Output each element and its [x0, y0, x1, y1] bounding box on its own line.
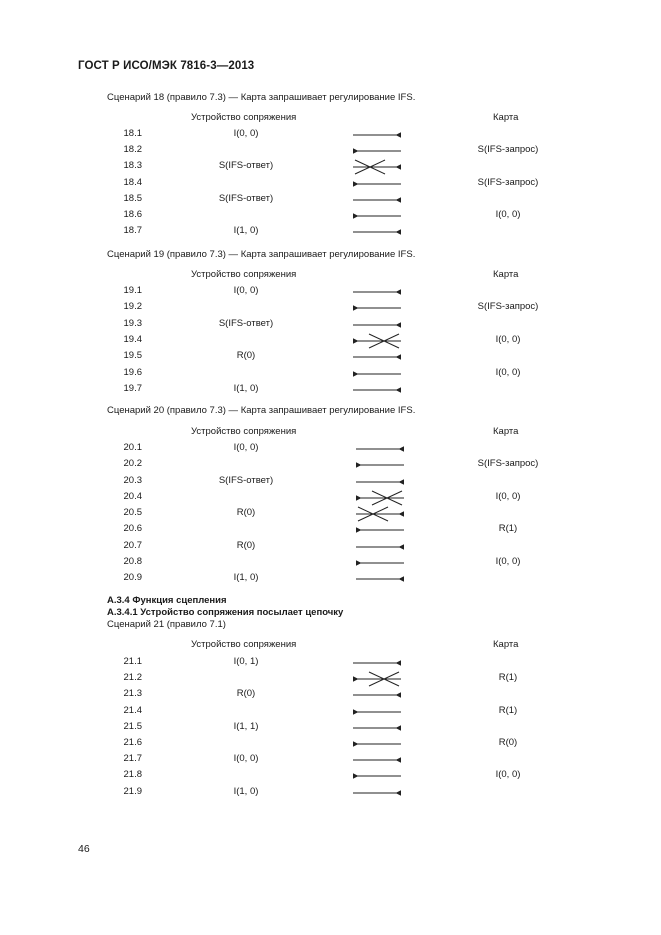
card-column-header: Карта	[493, 426, 519, 437]
step-row	[0, 704, 661, 720]
arrow-left-icon	[348, 366, 408, 382]
step-row	[0, 752, 661, 768]
step-number: 21.6	[123, 737, 142, 748]
step-row	[0, 736, 661, 752]
step-number: 20.3	[123, 474, 142, 486]
arrow-left-icon	[348, 333, 408, 349]
section-heading: A.3.4 Функция сцепления	[107, 595, 227, 606]
card-block: I(0, 0)	[495, 490, 521, 502]
step-number: 19.3	[123, 317, 142, 329]
device-column-header: Устройство сопряжения	[191, 112, 297, 123]
step-number: 18.3	[123, 160, 142, 172]
step-row	[0, 333, 661, 349]
scenario-21-title: Сценарий 21 (правило 7.1)	[107, 619, 226, 630]
subsection-heading: A.3.4.1 Устройство сопряжения посылает цепочку	[107, 607, 344, 618]
arrow-left-icon	[348, 143, 408, 159]
step-number: 20.4	[123, 490, 142, 502]
step-row	[0, 382, 661, 398]
step-number: 19.6	[123, 366, 142, 378]
arrow-right-icon	[348, 785, 408, 801]
step-number: 20.8	[123, 555, 142, 567]
step-row	[0, 192, 661, 208]
step-number: 20.9	[123, 572, 142, 583]
step-row	[0, 457, 661, 473]
step-row	[0, 687, 661, 703]
step-number: 18.7	[123, 225, 142, 237]
card-block: R(1)	[498, 672, 518, 684]
arrow-left-icon	[351, 522, 411, 538]
card-column-header: Карта	[493, 112, 519, 123]
arrow-right-icon	[348, 720, 408, 736]
step-row	[0, 571, 661, 587]
device-block: I(0, 0)	[233, 285, 259, 296]
device-column-header: Устройство сопряжения	[191, 639, 297, 650]
step-number: 20.2	[123, 458, 142, 470]
device-column-header: Устройство сопряжения	[191, 426, 297, 437]
device-block: I(1, 0)	[233, 785, 259, 797]
arrow-left-icon	[348, 768, 408, 784]
step-number: 21.9	[123, 785, 142, 797]
arrow-right-icon	[348, 752, 408, 768]
device-block: I(1, 0)	[233, 572, 259, 583]
arrow-right-icon	[351, 539, 411, 555]
device-block: I(1, 1)	[233, 720, 259, 732]
device-block: I(1, 0)	[233, 225, 259, 237]
step-number: 18.6	[123, 209, 142, 220]
card-column-header: Карта	[493, 639, 519, 650]
card-block: S(IFS-запрос)	[477, 301, 539, 313]
step-number: 21.5	[123, 720, 142, 732]
step-row	[0, 441, 661, 457]
card-block: I(0, 0)	[495, 555, 521, 567]
device-block: R(0)	[236, 507, 256, 518]
arrow-left-icon	[348, 208, 408, 224]
card-column-header: Карта	[493, 269, 519, 280]
arrow-right-icon	[348, 192, 408, 208]
arrow-right-icon	[348, 127, 408, 143]
card-block: R(0)	[498, 737, 518, 748]
step-number: 21.4	[123, 704, 142, 716]
step-number: 21.3	[123, 688, 142, 700]
arrow-left-icon	[348, 300, 408, 316]
card-block: S(IFS-запрос)	[477, 458, 539, 470]
device-block: I(1, 0)	[233, 382, 259, 394]
step-row	[0, 474, 661, 490]
scenario-title: Сценарий 19 (правило 7.3) — Карта запрашивает регулирование IFS.	[107, 249, 416, 260]
arrow-right-icon	[351, 506, 411, 522]
step-row	[0, 671, 661, 687]
step-number: 18.2	[123, 144, 142, 156]
step-number: 21.8	[123, 769, 142, 781]
arrow-left-icon	[351, 457, 411, 473]
page-header: ГОСТ Р ИСО/МЭК 7816-3—2013	[78, 60, 255, 72]
card-block: S(IFS-запрос)	[477, 176, 539, 188]
step-row	[0, 176, 661, 192]
scenario-title: Сценарий 18 (правило 7.3) — Карта запрашивает регулирование IFS.	[107, 92, 416, 103]
step-row	[0, 522, 661, 538]
arrow-right-icon	[348, 349, 408, 365]
arrow-right-icon	[348, 687, 408, 703]
step-number: 19.2	[123, 301, 142, 313]
step-row	[0, 300, 661, 316]
step-row	[0, 655, 661, 671]
arrow-right-icon	[351, 441, 411, 457]
scenario-title: Сценарий 20 (правило 7.3) — Карта запрашивает регулирование IFS.	[107, 405, 416, 416]
device-block: S(IFS-ответ)	[218, 160, 274, 172]
card-block: S(IFS-запрос)	[477, 144, 539, 156]
device-block: I(0, 0)	[233, 128, 259, 139]
device-block: S(IFS-ответ)	[218, 474, 274, 486]
arrow-left-icon	[348, 671, 408, 687]
device-block: S(IFS-ответ)	[218, 317, 274, 329]
step-row	[0, 506, 661, 522]
step-row	[0, 284, 661, 300]
card-block: I(0, 0)	[495, 209, 521, 220]
step-row	[0, 555, 661, 571]
step-number: 20.6	[123, 523, 142, 535]
arrow-right-icon	[351, 571, 411, 587]
step-number: 19.5	[123, 350, 142, 362]
step-number: 19.1	[123, 285, 142, 296]
step-number: 18.4	[123, 176, 142, 188]
arrow-right-icon	[348, 224, 408, 240]
arrow-right-icon	[348, 655, 408, 671]
step-number: 20.1	[123, 442, 142, 453]
step-row	[0, 366, 661, 382]
step-number: 18.1	[123, 128, 142, 139]
step-row	[0, 224, 661, 240]
step-row	[0, 208, 661, 224]
device-column-header: Устройство сопряжения	[191, 269, 297, 280]
step-number: 19.7	[123, 382, 142, 394]
step-number: 21.1	[123, 656, 142, 667]
arrow-right-icon	[348, 159, 408, 175]
arrow-right-icon	[348, 284, 408, 300]
device-block: I(0, 0)	[233, 442, 259, 453]
device-block: I(0, 1)	[233, 656, 259, 667]
step-row	[0, 317, 661, 333]
step-number: 18.5	[123, 192, 142, 204]
page-number: 46	[78, 843, 90, 855]
step-row	[0, 349, 661, 365]
device-block: R(0)	[236, 539, 256, 551]
step-row	[0, 490, 661, 506]
step-number: 20.7	[123, 539, 142, 551]
arrow-right-icon	[348, 382, 408, 398]
step-number: 19.4	[123, 333, 142, 345]
card-block: R(1)	[498, 523, 518, 535]
step-row	[0, 539, 661, 555]
card-block: I(0, 0)	[495, 366, 521, 378]
step-number: 20.5	[123, 507, 142, 518]
card-block: I(0, 0)	[495, 769, 521, 781]
arrow-left-icon	[348, 704, 408, 720]
arrow-left-icon	[348, 176, 408, 192]
device-block: R(0)	[236, 688, 256, 700]
arrow-right-icon	[351, 474, 411, 490]
step-row	[0, 127, 661, 143]
step-row	[0, 768, 661, 784]
device-block: R(0)	[236, 350, 256, 362]
arrow-left-icon	[351, 555, 411, 571]
arrow-right-icon	[348, 317, 408, 333]
step-number: 21.2	[123, 672, 142, 684]
step-row	[0, 159, 661, 175]
card-block: R(1)	[498, 704, 518, 716]
arrow-left-icon	[351, 490, 411, 506]
device-block: S(IFS-ответ)	[218, 192, 274, 204]
step-row	[0, 785, 661, 801]
device-block: I(0, 0)	[233, 753, 259, 765]
step-row	[0, 720, 661, 736]
step-number: 21.7	[123, 753, 142, 765]
arrow-left-icon	[348, 736, 408, 752]
step-row	[0, 143, 661, 159]
card-block: I(0, 0)	[495, 333, 521, 345]
